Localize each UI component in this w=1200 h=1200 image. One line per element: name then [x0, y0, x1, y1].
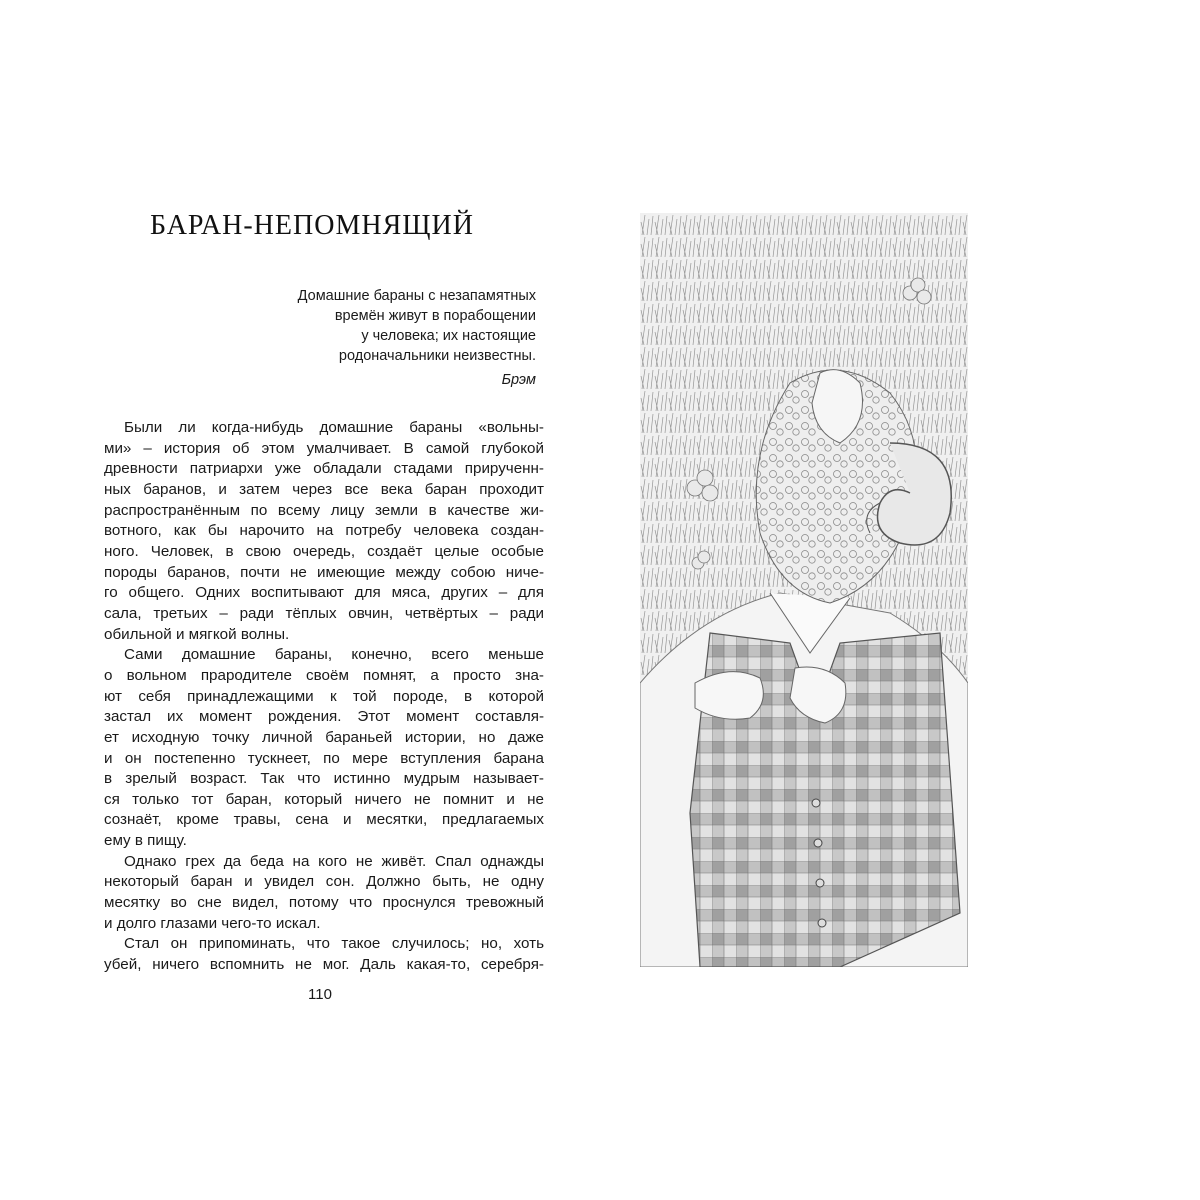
- body-text: [104, 418, 544, 976]
- body-line: распространённым по всему лицу земли в качестве жи-: [104, 501, 544, 519]
- body-line: го общего. Одних воспитывают для мяса, других – для: [104, 584, 544, 602]
- epigraph-author: Брэм: [501, 372, 536, 388]
- epigraph-line: Домашние бараны с незапамятных: [297, 288, 536, 304]
- chapter-title: БАРАН-НЕПОМНЯЩИЙ: [150, 210, 474, 241]
- epigraph: [260, 286, 536, 366]
- body-line: ет исходную точку личной бараньей истории, но даже: [104, 728, 544, 746]
- body-line: убей, ничего вспомнить не мог. Даль какая-то, серебря-: [104, 956, 544, 974]
- body-line: ных баранов, и затем через все века баран проходит: [104, 480, 544, 498]
- body-line: Сами домашние бараны, конечно, всего меньше: [124, 646, 544, 664]
- body-line: ют себя принадлежащими к той породе, в которой: [104, 687, 544, 705]
- body-line: древности патриархи уже обладали стадами прирученн-: [104, 460, 544, 478]
- body-line: вотного, как бы нарочито на потребу человека создан-: [104, 522, 544, 540]
- body-line: в зрелый возраст. Так что истинно мудрым называет-: [104, 770, 544, 788]
- body-line: месятку во сне видел, потому что проснулся тревожный: [104, 894, 544, 912]
- body-line: некоторый баран и увидел сон. Должно быть, не одну: [104, 873, 544, 891]
- body-line: о вольном прародителе своём помнят, а просто зна-: [104, 666, 544, 684]
- body-line: ся только тот баран, который ничего не помнит и не: [104, 790, 544, 808]
- body-line: Стал он припоминать, что такое случилось; но, хоть: [124, 935, 544, 953]
- body-line: и долго глазами чего-то искал.: [104, 914, 321, 932]
- body-line: сознаёт, кроме травы, сена и месятки, предлагаемых: [104, 811, 544, 829]
- body-line: ему в пищу.: [104, 832, 187, 850]
- epigraph-line: у человека; их настоящие: [361, 328, 536, 344]
- illustration: [640, 213, 968, 967]
- epigraph-line: родоначальники неизвестны.: [338, 348, 536, 364]
- body-line: обильной и мягкой волны.: [104, 625, 290, 643]
- body-line: Были ли когда-нибудь домашние бараны «вольны-: [124, 419, 544, 436]
- body-line: и он постепенно тускнеет, по мере вступления барана: [104, 749, 544, 767]
- body-line: застал их момент рождения. Этот момент составля-: [104, 708, 544, 726]
- body-line: сала, третьих – ради тёплых овчин, четвёртых – ради: [104, 604, 544, 622]
- body-line: ного. Человек, в свою очередь, создаёт целые особые: [104, 542, 544, 560]
- ram-illustration-svg: [640, 213, 968, 967]
- epigraph-line: времён живут в порабощении: [334, 308, 536, 324]
- body-line: Однако грех да беда на кого не живёт. Спал однажды: [124, 852, 544, 870]
- body-line: ми» – история об этом умалчивает. В самой глубокой: [104, 439, 544, 457]
- page-number: 110: [308, 986, 332, 1003]
- body-line: породы баранов, почти не имеющие между собою ниче-: [104, 563, 544, 581]
